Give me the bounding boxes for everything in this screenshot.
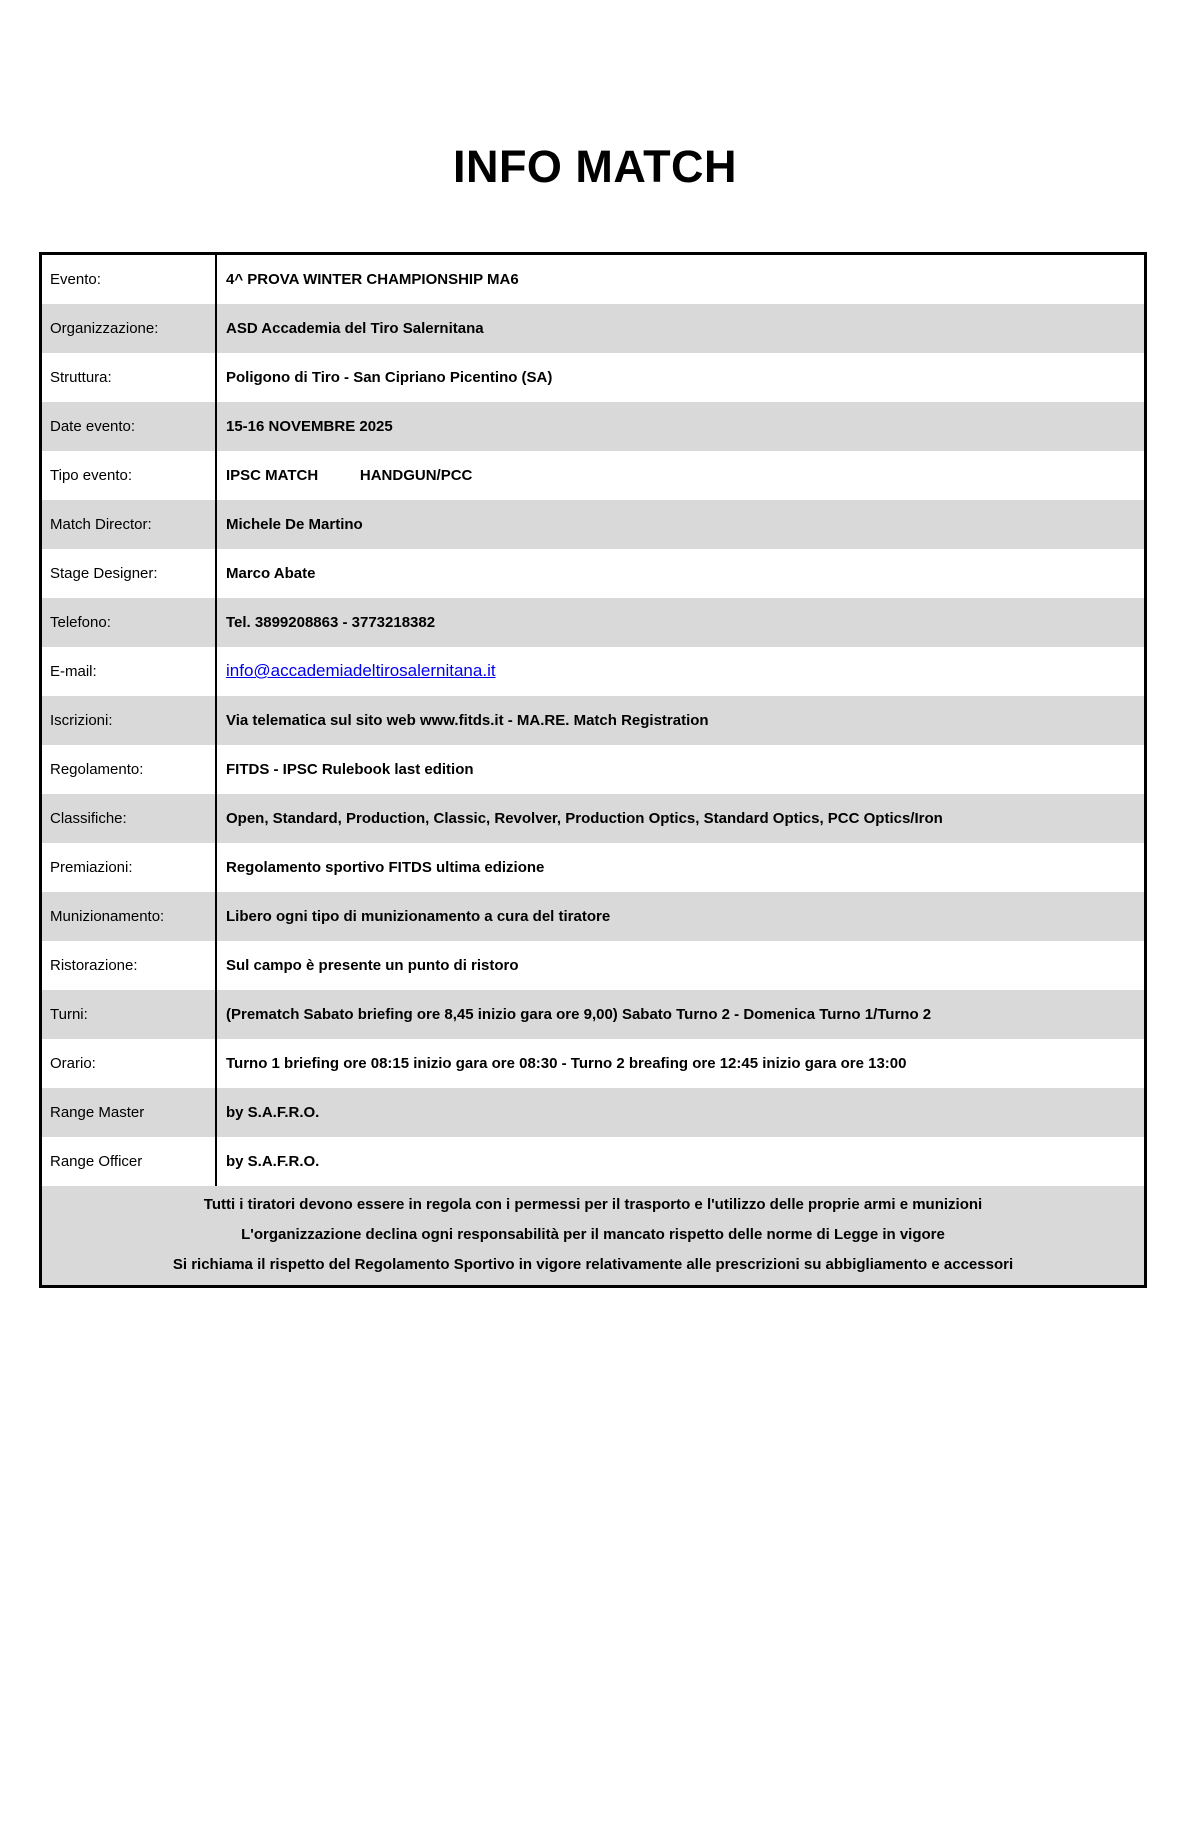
footer-line: L'organizzazione declina ogni responsabilità per il mancato rispetto delle norme di Legge in vigore	[241, 1225, 945, 1243]
page-title: INFO MATCH	[452, 141, 738, 192]
table-row	[42, 843, 1144, 892]
row-label: Iscrizioni:	[42, 696, 217, 745]
row-value: Michele De Martino	[226, 515, 363, 533]
row-label: Range Officer	[42, 1137, 217, 1186]
row-label: Stage Designer:	[42, 549, 217, 598]
row-label: Regolamento:	[42, 745, 217, 794]
row-label: Ristorazione:	[42, 941, 217, 990]
row-value: Tel. 3899208863 - 3773218382	[226, 613, 436, 631]
row-label: Telefono:	[42, 598, 217, 647]
table-row	[42, 500, 1144, 549]
footer-line: Si richiama il rispetto del Regolamento Sportivo in vigore relativamente alle prescrizioni su abbigliamento e accessori	[172, 1255, 1014, 1273]
row-label: E-mail:	[42, 647, 217, 696]
document-page	[0, 142, 1190, 1826]
table-row	[42, 794, 1144, 843]
row-label: Match Director:	[42, 500, 217, 549]
table-row	[42, 892, 1144, 941]
row-label: Evento:	[42, 255, 217, 304]
table-row	[42, 1088, 1144, 1137]
row-value: Poligono di Tiro - San Cipriano Picentino (SA)	[226, 368, 553, 386]
footer-note	[42, 1186, 1144, 1285]
row-value: by S.A.F.R.O.	[226, 1152, 320, 1170]
row-value	[217, 647, 1144, 696]
row-label: Premiazioni:	[42, 843, 217, 892]
row-value: Marco Abate	[226, 564, 316, 582]
table-row	[42, 745, 1144, 794]
table-row	[42, 941, 1144, 990]
table-row	[42, 990, 1144, 1039]
info-table	[39, 252, 1147, 1288]
table-row	[42, 696, 1144, 745]
row-label: Orario:	[42, 1039, 217, 1088]
table-row	[42, 304, 1144, 353]
row-value: 4^ PROVA WINTER CHAMPIONSHIP MA6	[226, 270, 519, 288]
row-value: Via telematica sul sito web www.fitds.it - MA.RE. Match Registration	[226, 711, 709, 729]
footer-line: Tutti i tiratori devono essere in regola con i permessi per il trasporto e l'utilizzo delle proprie armi e munizioni	[203, 1195, 983, 1213]
row-value: Libero ogni tipo di munizionamento a cura del tiratore	[226, 907, 611, 925]
row-value: IPSC MATCH HANDGUN/PCC	[226, 466, 473, 484]
table-row	[42, 402, 1144, 451]
table-row	[42, 598, 1144, 647]
table-row	[42, 353, 1144, 402]
row-value: Regolamento sportivo FITDS ultima edizione	[226, 858, 545, 876]
table-row	[42, 1137, 1144, 1186]
row-value: by S.A.F.R.O.	[226, 1103, 320, 1121]
row-label: Organizzazione:	[42, 304, 217, 353]
row-value: ASD Accademia del Tiro Salernitana	[226, 319, 484, 337]
email-link[interactable]: info@accademiadeltirosalernitana.it	[226, 661, 496, 680]
row-label: Munizionamento:	[42, 892, 217, 941]
row-value: (Prematch Sabato briefing ore 8,45 inizio gara ore 9,00) Sabato Turno 2 - Domenica Turno 1/Turno 2	[226, 1005, 932, 1023]
row-label: Turni:	[42, 990, 217, 1039]
row-value: 15-16 NOVEMBRE 2025	[226, 417, 393, 435]
row-label: Date evento:	[42, 402, 217, 451]
table-row	[42, 647, 1144, 696]
row-label: Range Master	[42, 1088, 217, 1137]
table-row	[42, 255, 1144, 304]
table-row	[42, 1039, 1144, 1088]
row-label: Struttura:	[42, 353, 217, 402]
row-value: FITDS - IPSC Rulebook last edition	[226, 760, 474, 778]
row-value: Sul campo è presente un punto di ristoro	[226, 956, 519, 974]
table-row	[42, 549, 1144, 598]
row-value: Turno 1 briefing ore 08:15 inizio gara ore 08:30 - Turno 2 breafing ore 12:45 inizio gara ore 13:00	[226, 1054, 907, 1072]
row-label: Tipo evento:	[42, 451, 217, 500]
row-label: Classifiche:	[42, 794, 217, 843]
table-row	[42, 451, 1144, 500]
row-value: Open, Standard, Production, Classic, Revolver, Production Optics, Standard Optics, PCC Optics/Iron	[226, 809, 943, 827]
